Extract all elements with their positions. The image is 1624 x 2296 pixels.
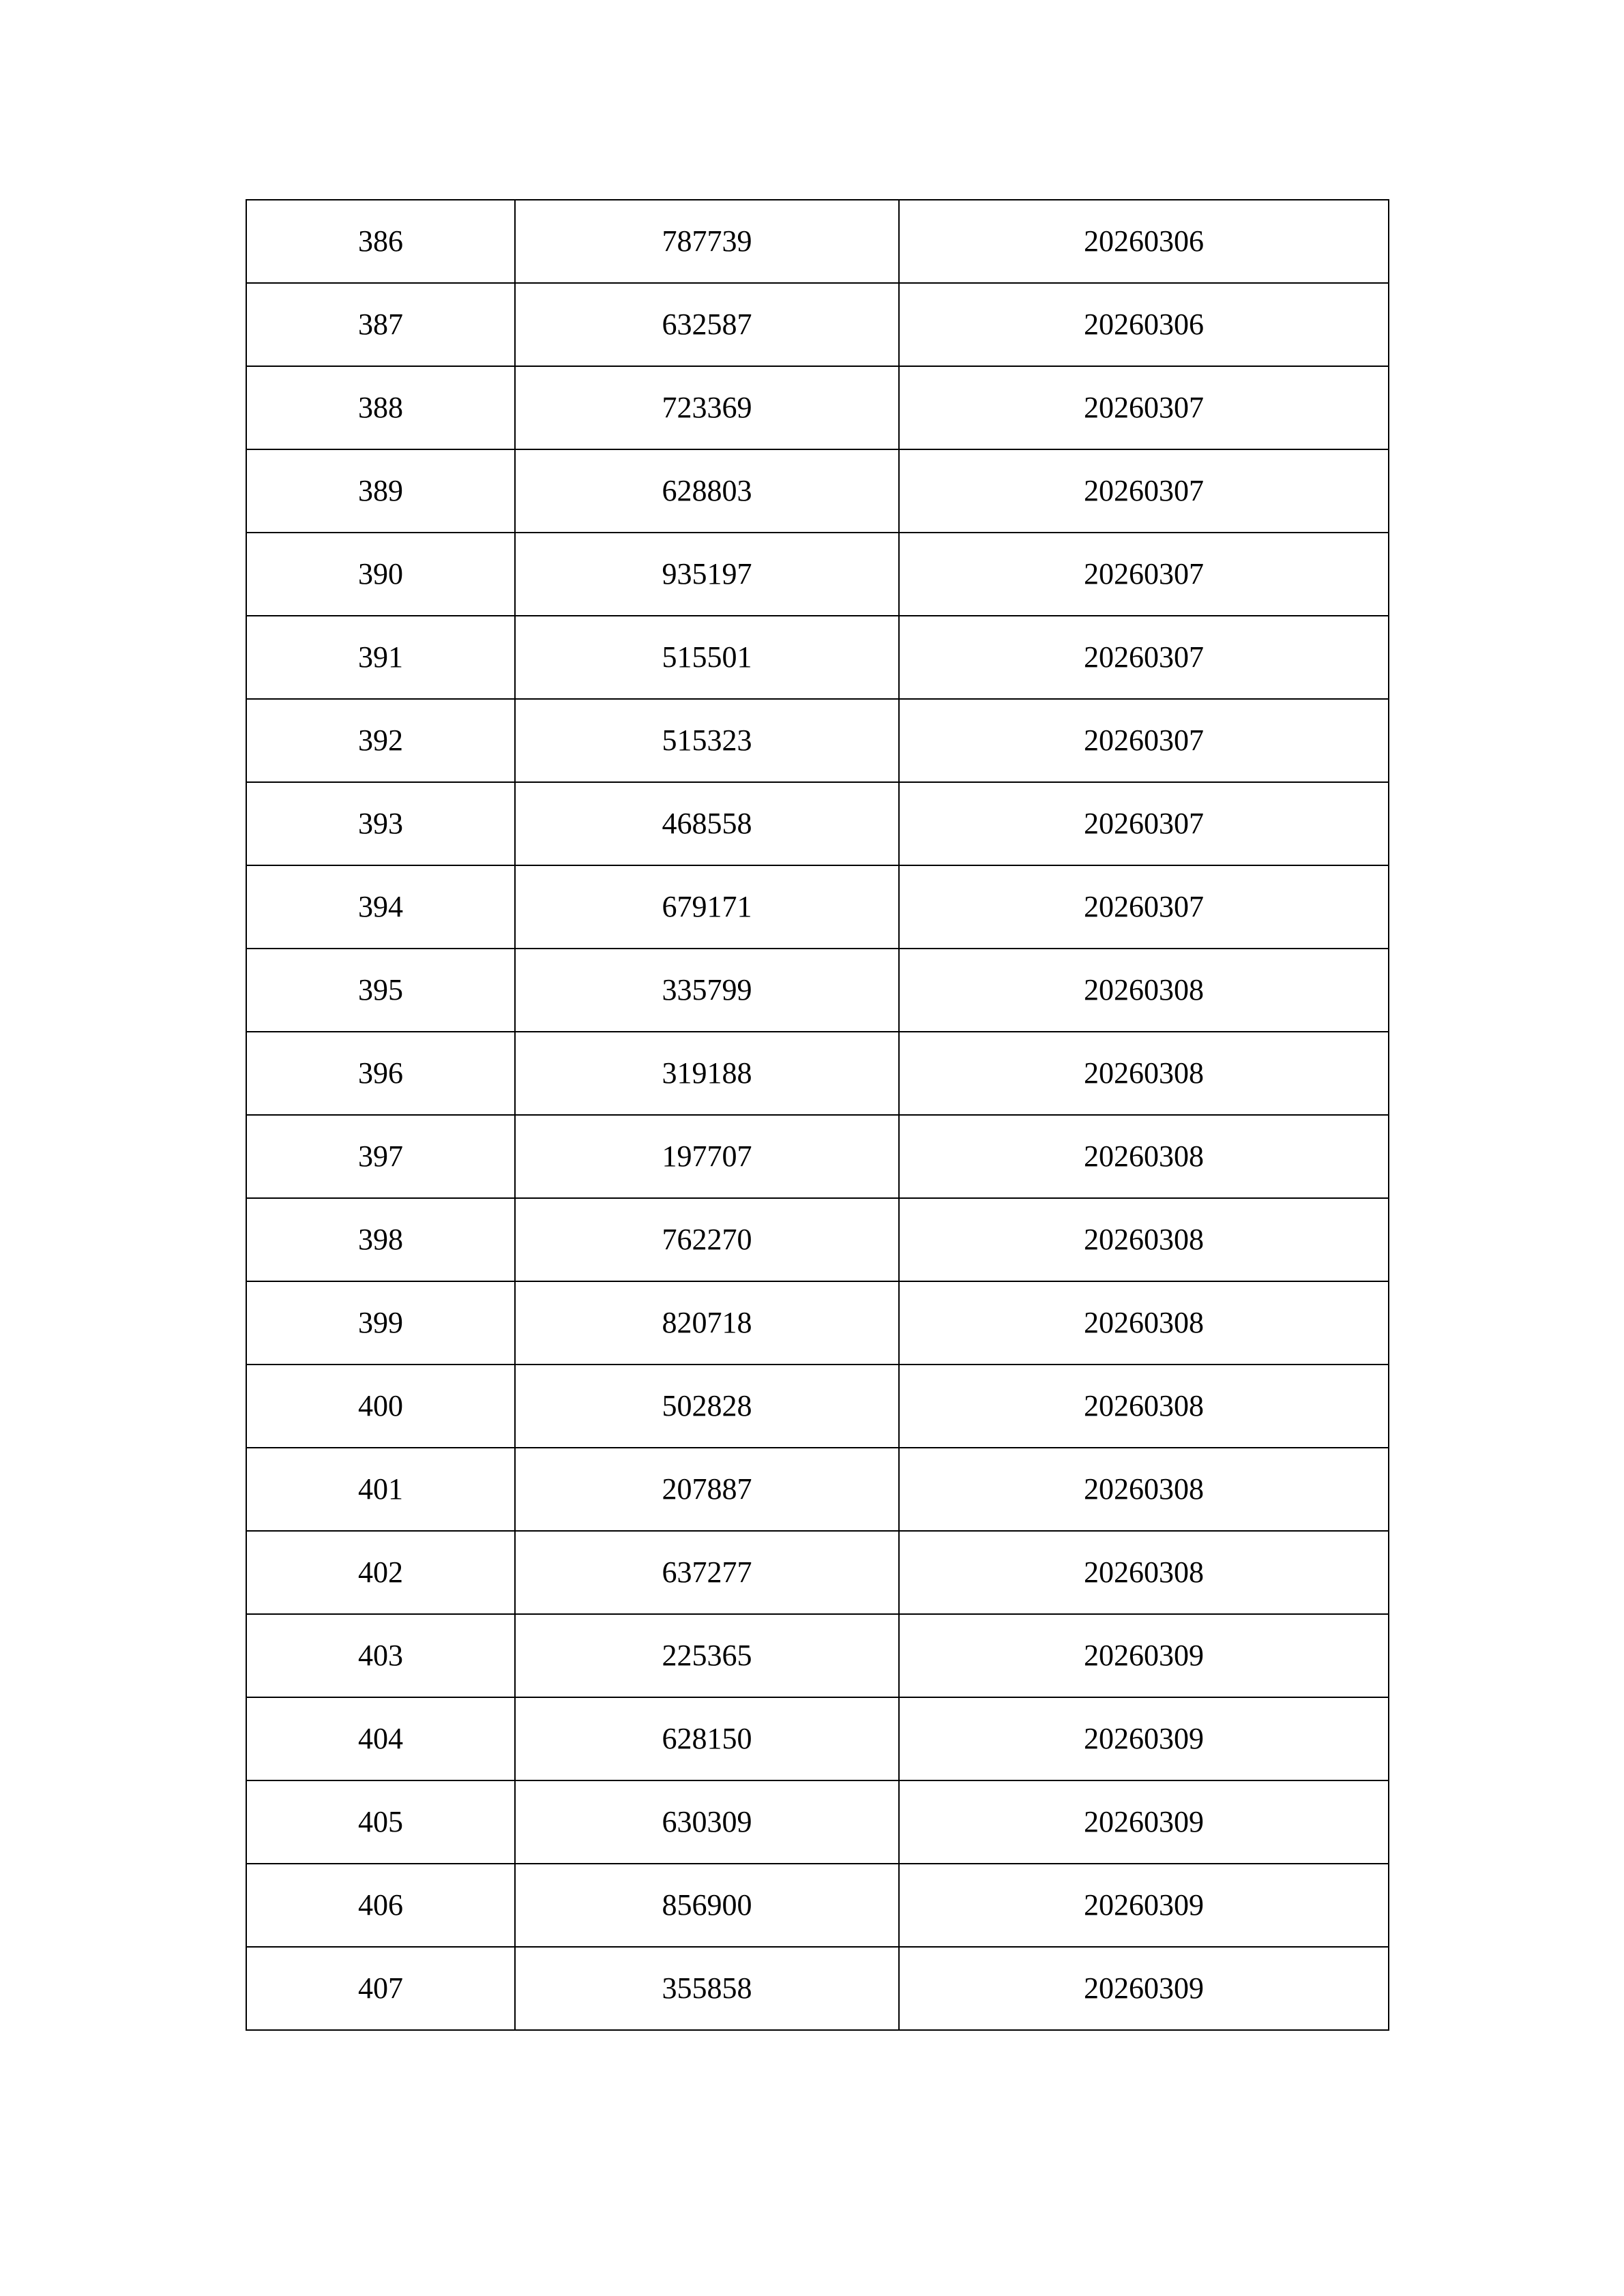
cell-code: 468558 [515, 782, 899, 865]
cell-code: 679171 [515, 865, 899, 949]
cell-seq: 403 [246, 1614, 515, 1697]
cell-date: 20260308 [899, 949, 1389, 1032]
table-row [246, 1531, 1389, 1614]
table-row [246, 616, 1389, 699]
cell-seq: 386 [246, 200, 515, 283]
cell-seq: 394 [246, 865, 515, 949]
table-row [246, 1281, 1389, 1365]
cell-code: 630309 [515, 1780, 899, 1864]
cell-seq: 398 [246, 1198, 515, 1281]
table-row [246, 1115, 1389, 1198]
cell-date: 20260308 [899, 1198, 1389, 1281]
cell-code: 637277 [515, 1531, 899, 1614]
cell-date: 20260308 [899, 1365, 1389, 1448]
cell-code: 628803 [515, 449, 899, 533]
table-row [246, 366, 1389, 449]
cell-code: 515501 [515, 616, 899, 699]
cell-code: 502828 [515, 1365, 899, 1448]
cell-seq: 393 [246, 782, 515, 865]
cell-code: 856900 [515, 1864, 899, 1947]
cell-seq: 391 [246, 616, 515, 699]
cell-code: 628150 [515, 1697, 899, 1780]
table-row [246, 1947, 1389, 2030]
table-row [246, 1365, 1389, 1448]
cell-date: 20260307 [899, 699, 1389, 782]
cell-seq: 401 [246, 1448, 515, 1531]
cell-date: 20260306 [899, 200, 1389, 283]
cell-seq: 395 [246, 949, 515, 1032]
table-row [246, 1198, 1389, 1281]
table-row [246, 1614, 1389, 1697]
cell-code: 935197 [515, 533, 899, 616]
cell-date: 20260308 [899, 1281, 1389, 1365]
table-row [246, 1864, 1389, 1947]
table-row [246, 1697, 1389, 1780]
cell-date: 20260308 [899, 1531, 1389, 1614]
table-row [246, 865, 1389, 949]
cell-date: 20260307 [899, 782, 1389, 865]
table-row [246, 782, 1389, 865]
table-row [246, 449, 1389, 533]
table-row [246, 949, 1389, 1032]
cell-date: 20260309 [899, 1864, 1389, 1947]
table-row [246, 200, 1389, 283]
cell-code: 762270 [515, 1198, 899, 1281]
cell-code: 632587 [515, 283, 899, 366]
cell-seq: 407 [246, 1947, 515, 2030]
cell-seq: 402 [246, 1531, 515, 1614]
cell-code: 787739 [515, 200, 899, 283]
cell-seq: 405 [246, 1780, 515, 1864]
cell-seq: 397 [246, 1115, 515, 1198]
cell-date: 20260307 [899, 616, 1389, 699]
cell-code: 515323 [515, 699, 899, 782]
cell-date: 20260308 [899, 1448, 1389, 1531]
cell-date: 20260307 [899, 533, 1389, 616]
cell-date: 20260309 [899, 1614, 1389, 1697]
cell-seq: 387 [246, 283, 515, 366]
cell-seq: 404 [246, 1697, 515, 1780]
cell-date: 20260308 [899, 1115, 1389, 1198]
cell-code: 197707 [515, 1115, 899, 1198]
table-body [246, 200, 1389, 2030]
cell-code: 207887 [515, 1448, 899, 1531]
cell-code: 820718 [515, 1281, 899, 1365]
cell-code: 225365 [515, 1614, 899, 1697]
table-row [246, 1780, 1389, 1864]
cell-seq: 388 [246, 366, 515, 449]
cell-seq: 392 [246, 699, 515, 782]
cell-code: 723369 [515, 366, 899, 449]
cell-date: 20260309 [899, 1947, 1389, 2030]
cell-date: 20260307 [899, 865, 1389, 949]
cell-code: 355858 [515, 1947, 899, 2030]
cell-date: 20260309 [899, 1780, 1389, 1864]
cell-seq: 406 [246, 1864, 515, 1947]
cell-seq: 399 [246, 1281, 515, 1365]
cell-date: 20260308 [899, 1032, 1389, 1115]
table-row [246, 533, 1389, 616]
cell-seq: 400 [246, 1365, 515, 1448]
cell-seq: 396 [246, 1032, 515, 1115]
cell-code: 319188 [515, 1032, 899, 1115]
cell-date: 20260307 [899, 366, 1389, 449]
cell-date: 20260306 [899, 283, 1389, 366]
cell-date: 20260307 [899, 449, 1389, 533]
table-row [246, 1448, 1389, 1531]
table-row [246, 1032, 1389, 1115]
cell-seq: 390 [246, 533, 515, 616]
cell-code: 335799 [515, 949, 899, 1032]
table-row [246, 283, 1389, 366]
cell-date: 20260309 [899, 1697, 1389, 1780]
data-table [246, 199, 1389, 2031]
table-row [246, 699, 1389, 782]
cell-seq: 389 [246, 449, 515, 533]
